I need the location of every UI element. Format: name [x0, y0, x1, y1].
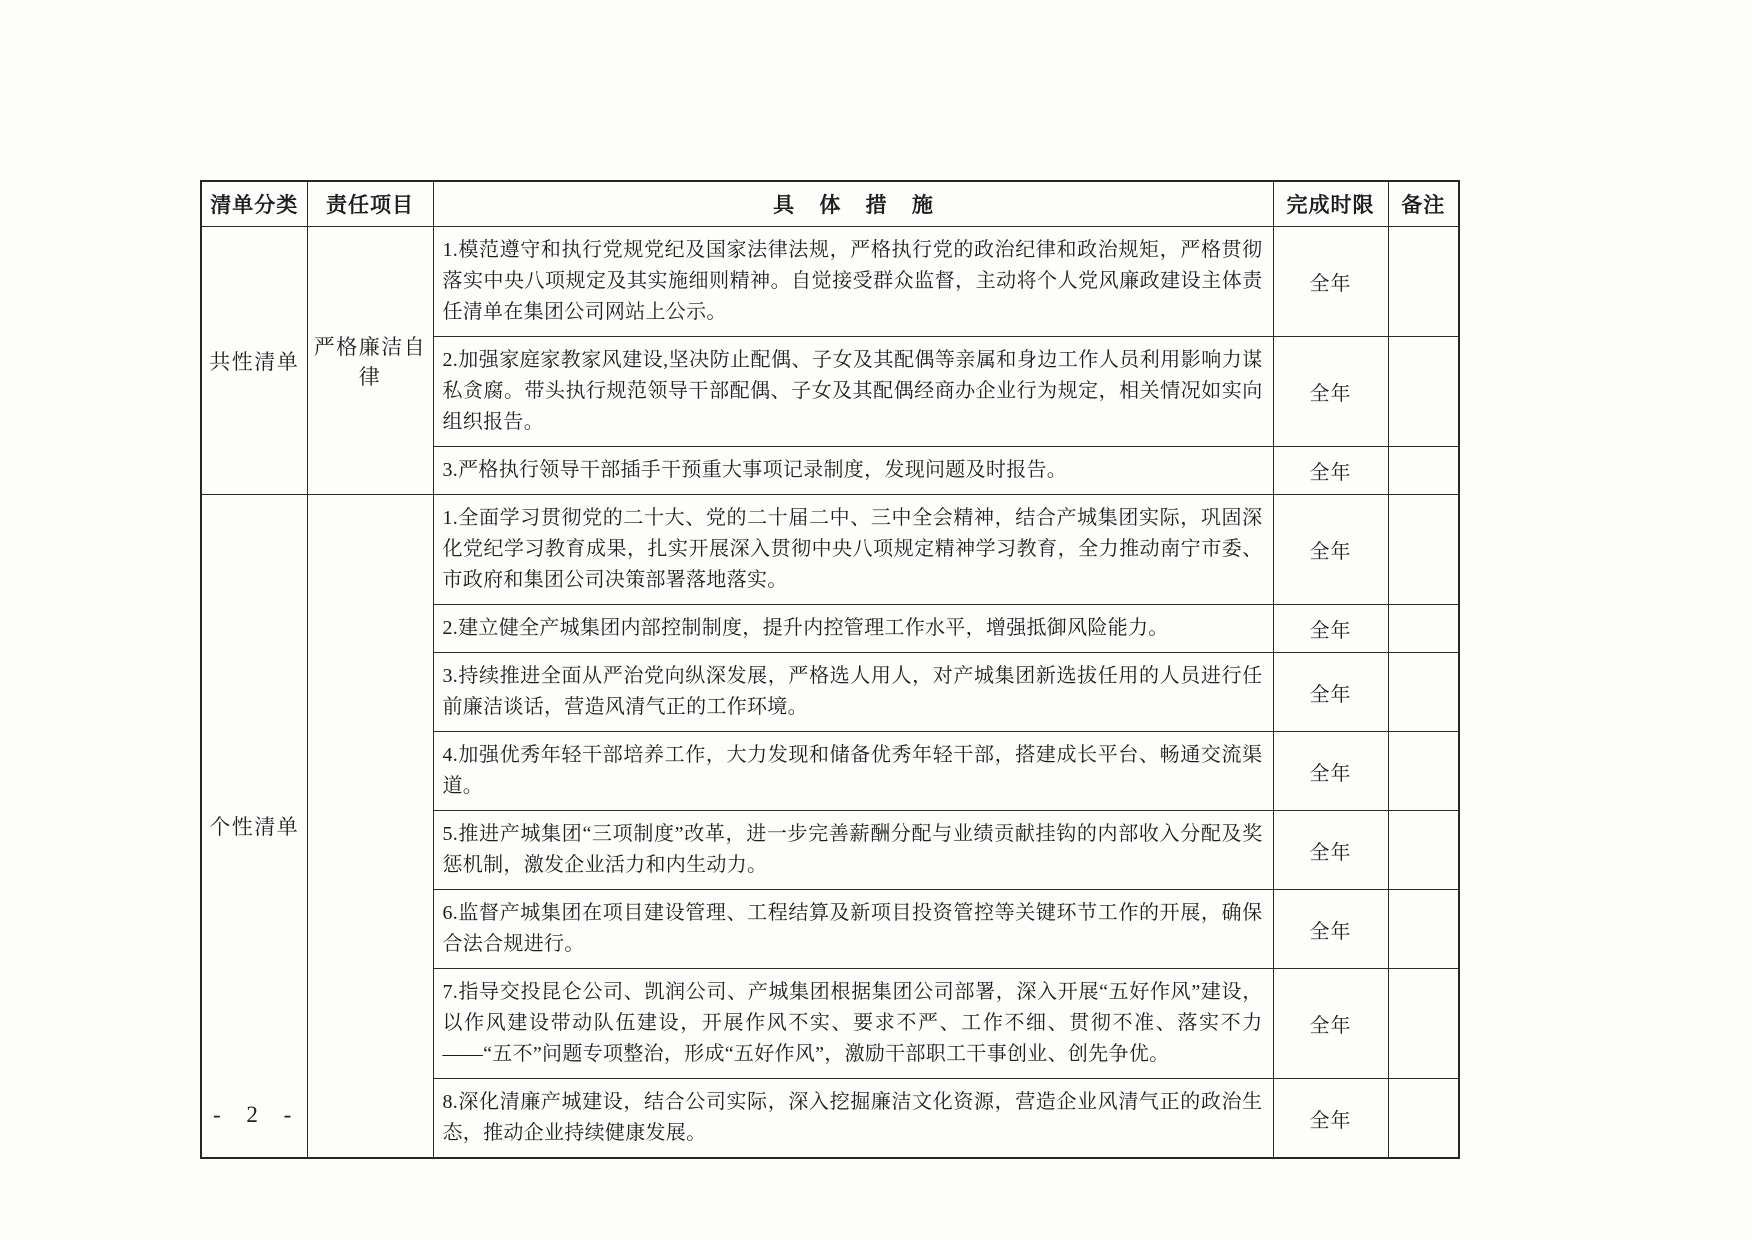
measure-cell: 7.指导交投昆仑公司、凯润公司、产城集团根据集团公司部署，深入开展“五好作风”建设，以作风建设带动队伍建设，开展作风不实、要求不严、工作不细、贯彻不准、落实不力——“五不”问题专项整治，形成“五好作风”，激励干部职工干事创业、创先争优。 [433, 969, 1273, 1079]
header-category: 清单分类 [201, 181, 307, 227]
remark-cell [1388, 732, 1459, 811]
measure-cell: 6.监督产城集团在项目建设管理、工程结算及新项目投资管控等关键环节工作的开展，确保合法合规进行。 [433, 890, 1273, 969]
deadline-cell: 全年 [1273, 495, 1388, 605]
remark-cell [1388, 337, 1459, 447]
deadline-cell: 全年 [1273, 1079, 1388, 1159]
measure-cell: 3.严格执行领导干部插手干预重大事项记录制度，发现问题及时报告。 [433, 447, 1273, 495]
remark-cell [1388, 890, 1459, 969]
remark-cell [1388, 227, 1459, 337]
measure-cell: 4.加强优秀年轻干部培养工作，大力发现和储备优秀年轻干部，搭建成长平台、畅通交流渠道。 [433, 732, 1273, 811]
remark-cell [1388, 811, 1459, 890]
category-cell-individual: 个性清单 [201, 495, 307, 1159]
header-remark: 备注 [1388, 181, 1459, 227]
header-row [201, 181, 1459, 227]
remark-cell [1388, 1079, 1459, 1159]
measure-cell: 1.全面学习贯彻党的二十大、党的二十届二中、三中全会精神，结合产城集团实际，巩固深化党纪学习教育成果，扎实开展深入贯彻中央八项规定精神学习教育，全力推动南宁市委、市政府和集团公司决策部署落地落实。 [433, 495, 1273, 605]
category-cell-common: 共性清单 [201, 227, 307, 495]
measure-cell: 2.建立健全产城集团内部控制制度，提升内控管理工作水平，增强抵御风险能力。 [433, 605, 1273, 653]
table-row [201, 227, 1459, 337]
measure-cell: 1.模范遵守和执行党规党纪及国家法律法规，严格执行党的政治纪律和政治规矩，严格贯彻落实中央八项规定及其实施细则精神。自觉接受群众监督，主动将个人党风廉政建设主体责任清单在集团公司网站上公示。 [433, 227, 1273, 337]
table-row [201, 495, 1459, 605]
remark-cell [1388, 653, 1459, 732]
deadline-cell: 全年 [1273, 969, 1388, 1079]
deadline-cell: 全年 [1273, 890, 1388, 969]
remark-cell [1388, 969, 1459, 1079]
deadline-cell: 全年 [1273, 605, 1388, 653]
deadline-cell: 全年 [1273, 653, 1388, 732]
deadline-cell: 全年 [1273, 732, 1388, 811]
responsibility-list-table [200, 180, 1460, 1159]
header-deadline: 完成时限 [1273, 181, 1388, 227]
project-cell-individual [307, 495, 433, 1159]
measure-cell: 2.加强家庭家教家风建设,坚决防止配偶、子女及其配偶等亲属和身边工作人员利用影响力谋私贪腐。带头执行规范领导干部配偶、子女及其配偶经商办企业行为规定，相关情况如实向组织报告。 [433, 337, 1273, 447]
deadline-cell: 全年 [1273, 337, 1388, 447]
header-measures: 具 体 措 施 [433, 181, 1273, 227]
page-number: - 2 - [213, 1102, 302, 1127]
remark-cell [1388, 447, 1459, 495]
measure-cell: 3.持续推进全面从严治党向纵深发展，严格选人用人，对产城集团新选拔任用的人员进行任前廉洁谈话，营造风清气正的工作环境。 [433, 653, 1273, 732]
header-project: 责任项目 [307, 181, 433, 227]
measure-cell: 8.深化清廉产城建设，结合公司实际，深入挖掘廉洁文化资源，营造企业风清气正的政治生态，推动企业持续健康发展。 [433, 1079, 1273, 1159]
project-cell-common: 严格廉洁自律 [307, 227, 433, 495]
remark-cell [1388, 605, 1459, 653]
measure-cell: 5.推进产城集团“三项制度”改革，进一步完善薪酬分配与业绩贡献挂钩的内部收入分配及奖惩机制，激发企业活力和内生动力。 [433, 811, 1273, 890]
deadline-cell: 全年 [1273, 447, 1388, 495]
remark-cell [1388, 495, 1459, 605]
deadline-cell: 全年 [1273, 811, 1388, 890]
deadline-cell: 全年 [1273, 227, 1388, 337]
